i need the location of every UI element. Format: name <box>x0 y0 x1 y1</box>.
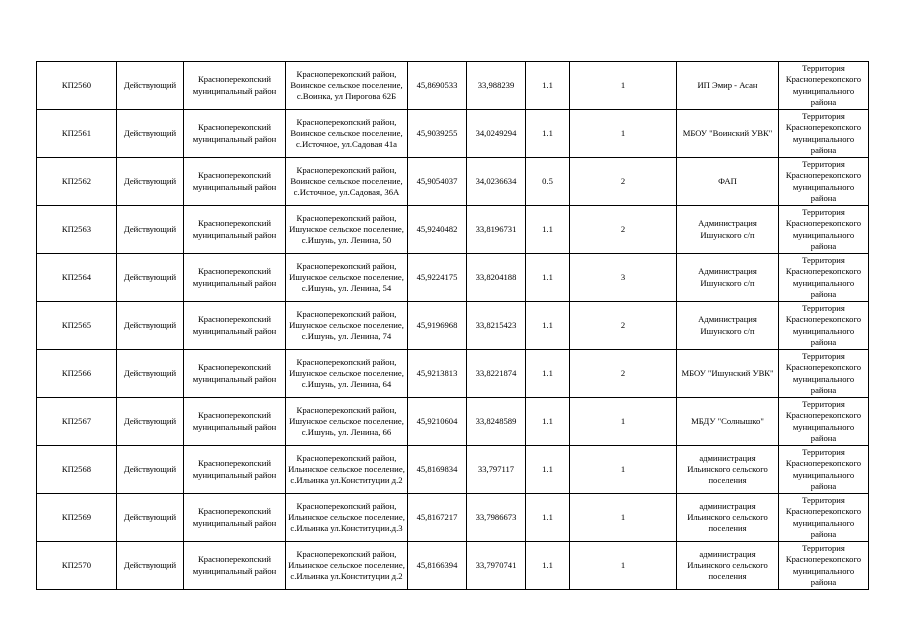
address-cell: Красноперекопский район, Ильинское сельское поселение, с.Ильинка ул.Конституции д.2 <box>286 542 408 590</box>
status-cell: Действующий <box>117 494 184 542</box>
container-volume-cell: 0.5 <box>526 158 570 206</box>
latitude-cell: 45,8167217 <box>408 494 467 542</box>
table-row <box>37 494 869 542</box>
container-count-cell: 1 <box>570 446 677 494</box>
longitude-cell: 33,8248589 <box>467 398 526 446</box>
address-cell: Красноперекопский район, Воинское сельское поселение, с.Источное, ул.Садовая, 36А <box>286 158 408 206</box>
table-row <box>37 542 869 590</box>
container-count-cell: 3 <box>570 254 677 302</box>
site-id-cell: КП2561 <box>37 110 117 158</box>
container-count-cell: 2 <box>570 206 677 254</box>
status-cell: Действующий <box>117 158 184 206</box>
registry-table <box>36 61 869 590</box>
longitude-cell: 34,0236634 <box>467 158 526 206</box>
status-cell: Действующий <box>117 302 184 350</box>
district-cell: Красноперекопский муниципальный район <box>184 206 286 254</box>
owner-cell: ИП Эмир - Асан <box>677 62 779 110</box>
status-cell: Действующий <box>117 398 184 446</box>
address-cell: Красноперекопский район, Ишунское сельское поселение, с.Ишунь, ул. Ленина, 74 <box>286 302 408 350</box>
longitude-cell: 33,988239 <box>467 62 526 110</box>
container-volume-cell: 1.1 <box>526 446 570 494</box>
district-cell: Красноперекопский муниципальный район <box>184 398 286 446</box>
site-id-cell: КП2569 <box>37 494 117 542</box>
site-id-cell: КП2563 <box>37 206 117 254</box>
status-cell: Действующий <box>117 350 184 398</box>
table-row <box>37 446 869 494</box>
district-cell: Красноперекопский муниципальный район <box>184 542 286 590</box>
longitude-cell: 34,0249294 <box>467 110 526 158</box>
longitude-cell: 33,8204188 <box>467 254 526 302</box>
container-volume-cell: 1.1 <box>526 62 570 110</box>
district-cell: Красноперекопский муниципальный район <box>184 446 286 494</box>
territory-cell: Территория Красноперекопского муниципального района <box>779 446 869 494</box>
owner-cell: ФАП <box>677 158 779 206</box>
status-cell: Действующий <box>117 62 184 110</box>
latitude-cell: 45,8166394 <box>408 542 467 590</box>
latitude-cell: 45,9039255 <box>408 110 467 158</box>
owner-cell: Администрация Ишунского с/п <box>677 206 779 254</box>
territory-cell: Территория Красноперекопского муниципального района <box>779 62 869 110</box>
owner-cell: Администрация Ишунского с/п <box>677 254 779 302</box>
district-cell: Красноперекопский муниципальный район <box>184 350 286 398</box>
address-cell: Красноперекопский район, Ишунское сельское поселение, с.Ишунь, ул. Ленина, 54 <box>286 254 408 302</box>
container-volume-cell: 1.1 <box>526 542 570 590</box>
territory-cell: Территория Красноперекопского муниципального района <box>779 542 869 590</box>
district-cell: Красноперекопский муниципальный район <box>184 62 286 110</box>
address-cell: Красноперекопский район, Ишунское сельское поселение, с.Ишунь, ул. Ленина, 66 <box>286 398 408 446</box>
status-cell: Действующий <box>117 542 184 590</box>
site-id-cell: КП2565 <box>37 302 117 350</box>
address-cell: Красноперекопский район, Ильинское сельское поселение, с.Ильинка ул.Конституции.д.3 <box>286 494 408 542</box>
container-count-cell: 2 <box>570 350 677 398</box>
table-row <box>37 302 869 350</box>
table-row <box>37 254 869 302</box>
owner-cell: МБОУ "Ишунский УВК" <box>677 350 779 398</box>
latitude-cell: 45,8169834 <box>408 446 467 494</box>
latitude-cell: 45,9224175 <box>408 254 467 302</box>
table-row <box>37 398 869 446</box>
latitude-cell: 45,9196968 <box>408 302 467 350</box>
table-row <box>37 110 869 158</box>
district-cell: Красноперекопский муниципальный район <box>184 302 286 350</box>
district-cell: Красноперекопский муниципальный район <box>184 254 286 302</box>
territory-cell: Территория Красноперекопского муниципального района <box>779 398 869 446</box>
longitude-cell: 33,8221874 <box>467 350 526 398</box>
district-cell: Красноперекопский муниципальный район <box>184 158 286 206</box>
site-id-cell: КП2566 <box>37 350 117 398</box>
status-cell: Действующий <box>117 446 184 494</box>
address-cell: Красноперекопский район, Воинское сельское поселение, с.Воинка, ул Пирогова 62Б <box>286 62 408 110</box>
table-body <box>37 62 869 590</box>
owner-cell: администрация Ильинского сельского поселения <box>677 446 779 494</box>
site-id-cell: КП2568 <box>37 446 117 494</box>
table-row <box>37 206 869 254</box>
site-id-cell: КП2560 <box>37 62 117 110</box>
site-id-cell: КП2564 <box>37 254 117 302</box>
table-row <box>37 158 869 206</box>
status-cell: Действующий <box>117 110 184 158</box>
territory-cell: Территория Красноперекопского муниципального района <box>779 494 869 542</box>
owner-cell: МБОУ "Воинский УВК" <box>677 110 779 158</box>
container-volume-cell: 1.1 <box>526 254 570 302</box>
site-id-cell: КП2567 <box>37 398 117 446</box>
address-cell: Красноперекопский район, Ишунское сельское поселение, с.Ишунь, ул. Ленина, 50 <box>286 206 408 254</box>
territory-cell: Территория Красноперекопского муниципального района <box>779 350 869 398</box>
latitude-cell: 45,9210604 <box>408 398 467 446</box>
container-count-cell: 1 <box>570 542 677 590</box>
site-id-cell: КП2570 <box>37 542 117 590</box>
container-volume-cell: 1.1 <box>526 302 570 350</box>
status-cell: Действующий <box>117 254 184 302</box>
territory-cell: Территория Красноперекопского муниципального района <box>779 110 869 158</box>
territory-cell: Территория Красноперекопского муниципального района <box>779 254 869 302</box>
container-volume-cell: 1.1 <box>526 350 570 398</box>
owner-cell: Администрация Ишунского с/п <box>677 302 779 350</box>
latitude-cell: 45,8690533 <box>408 62 467 110</box>
address-cell: Красноперекопский район, Ильинское сельское поселение, с.Ильинка ул.Конституции д.2 <box>286 446 408 494</box>
latitude-cell: 45,9054037 <box>408 158 467 206</box>
container-volume-cell: 1.1 <box>526 206 570 254</box>
longitude-cell: 33,7986673 <box>467 494 526 542</box>
container-count-cell: 2 <box>570 158 677 206</box>
container-count-cell: 1 <box>570 62 677 110</box>
address-cell: Красноперекопский район, Воинское сельское поселение, с.Источное, ул.Садовая 41а <box>286 110 408 158</box>
container-count-cell: 1 <box>570 494 677 542</box>
owner-cell: администрация Ильинского сельского поселения <box>677 542 779 590</box>
table-row <box>37 62 869 110</box>
latitude-cell: 45,9240482 <box>408 206 467 254</box>
status-cell: Действующий <box>117 206 184 254</box>
territory-cell: Территория Красноперекопского муниципального района <box>779 158 869 206</box>
container-volume-cell: 1.1 <box>526 398 570 446</box>
container-volume-cell: 1.1 <box>526 110 570 158</box>
longitude-cell: 33,797117 <box>467 446 526 494</box>
district-cell: Красноперекопский муниципальный район <box>184 110 286 158</box>
latitude-cell: 45,9213813 <box>408 350 467 398</box>
longitude-cell: 33,7970741 <box>467 542 526 590</box>
address-cell: Красноперекопский район, Ишунское сельское поселение, с.Ишунь, ул. Ленина, 64 <box>286 350 408 398</box>
longitude-cell: 33,8215423 <box>467 302 526 350</box>
table-row <box>37 350 869 398</box>
territory-cell: Территория Красноперекопского муниципального района <box>779 302 869 350</box>
district-cell: Красноперекопский муниципальный район <box>184 494 286 542</box>
container-volume-cell: 1.1 <box>526 494 570 542</box>
owner-cell: МБДУ "Солнышко" <box>677 398 779 446</box>
container-count-cell: 1 <box>570 398 677 446</box>
territory-cell: Территория Красноперекопского муниципального района <box>779 206 869 254</box>
owner-cell: администрация Ильинского сельского поселения <box>677 494 779 542</box>
container-count-cell: 1 <box>570 110 677 158</box>
container-count-cell: 2 <box>570 302 677 350</box>
longitude-cell: 33,8196731 <box>467 206 526 254</box>
site-id-cell: КП2562 <box>37 158 117 206</box>
